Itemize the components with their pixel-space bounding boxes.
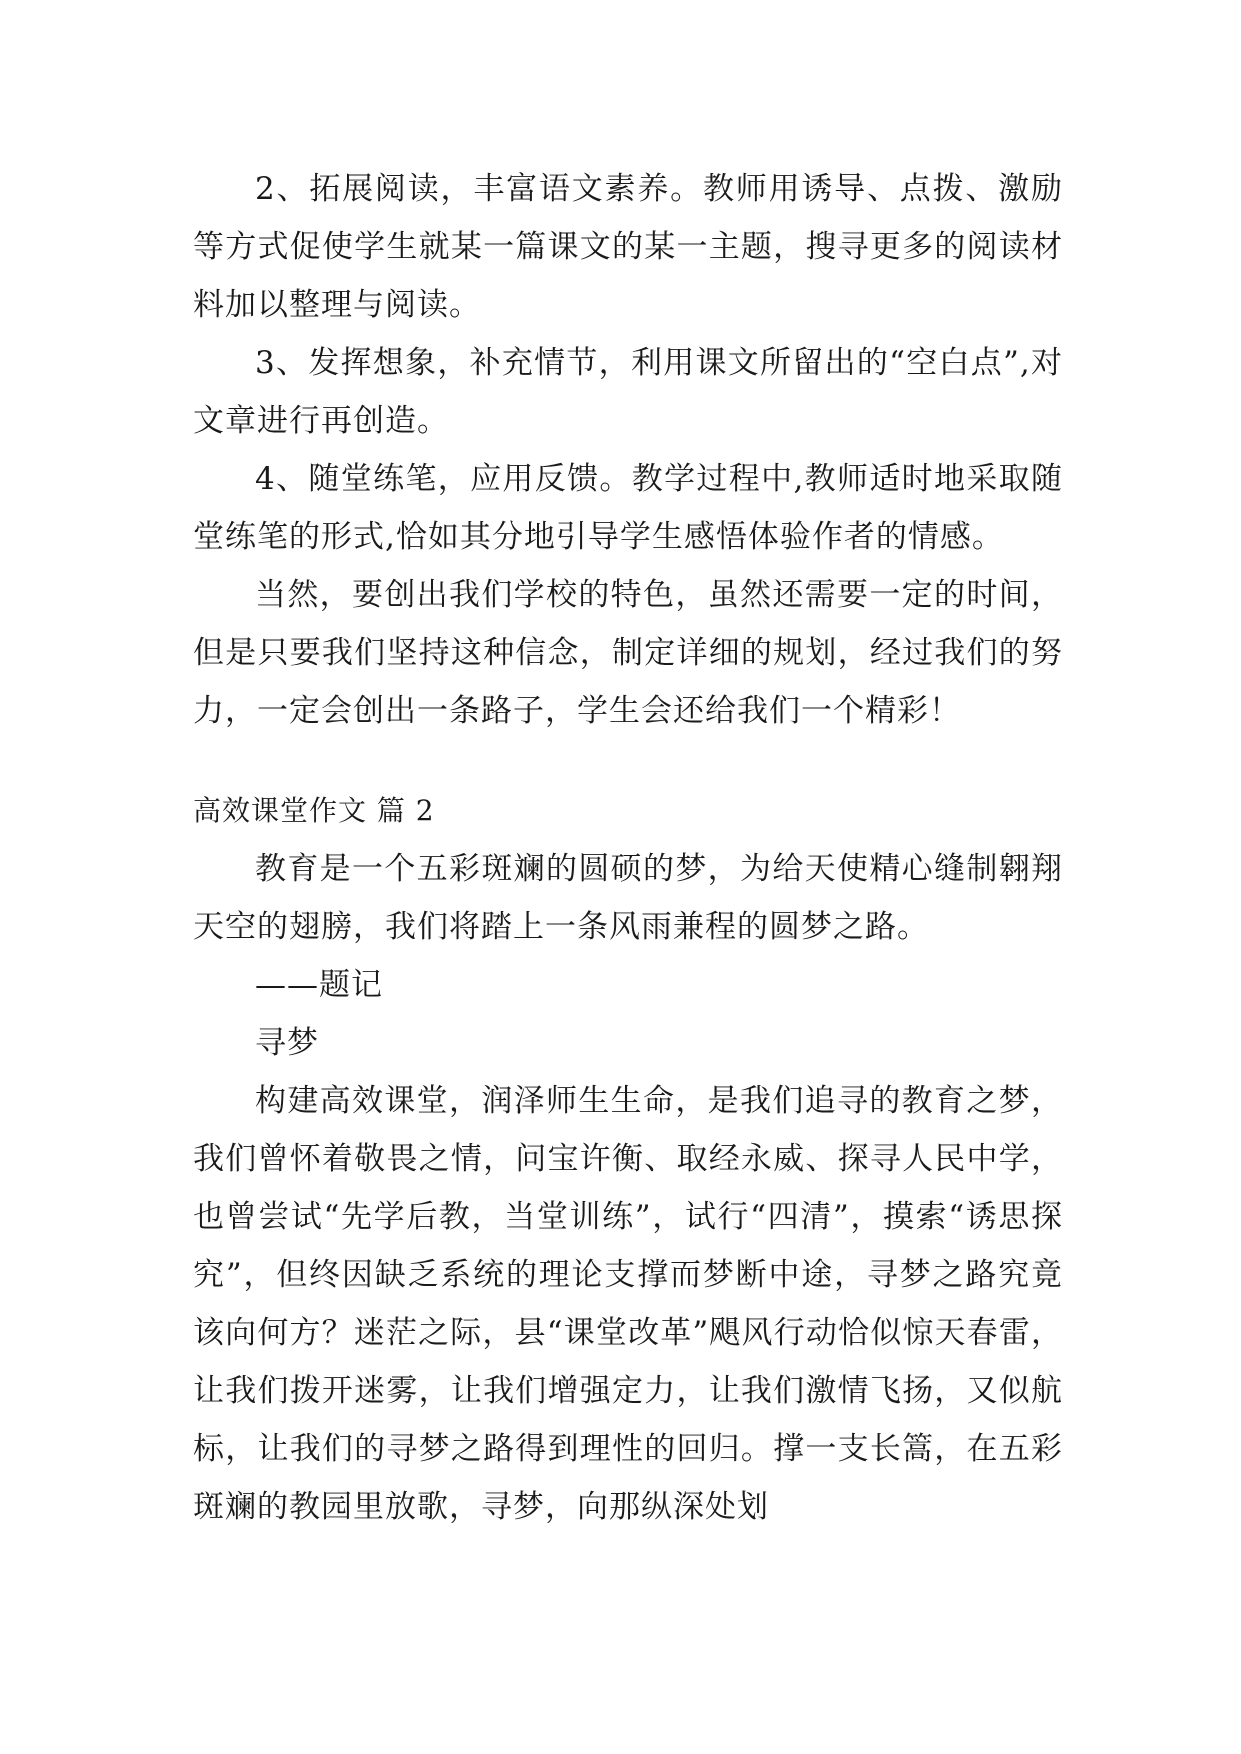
paragraph-item-2: 2、拓展阅读，丰富语文素养。教师用诱导、点拨、激励等方式促使学生就某一篇课文的某一主题，搜寻更多的阅读材料加以整理与阅读。 (193, 171, 1063, 323)
paragraph-item-3: 3、发挥想象，补充情节，利用课文所留出的“空白点”,对文章进行再创造。 (193, 345, 1063, 439)
document-body (193, 160, 1063, 1536)
paragraph-body: 构建高效课堂，润泽师生生命，是我们追寻的教育之梦，我们曾怀着敬畏之情，问宝许衡、取经永威、探寻人民中学，也曾尝试“先学后教，当堂训练”，试行“四清”，摸索“诱思探究”，但终因缺乏系统的理论支撑而梦断中途，寻梦之路究竟该向何方？迷茫之际，县“课堂改革”飓风行动恰似惊天春雷，让我们拨开迷雾，让我们增强定力，让我们激情飞扬，又似航标，让我们的寻梦之路得到理性的回归。撑一支长篙，在五彩斑斓的教园里放歌，寻梦，向那纵深处划 (193, 1083, 1063, 1525)
paragraph-conclusion: 当然，要创出我们学校的特色，虽然还需要一定的时间，但是只要我们坚持这种信念，制定详细的规划，经过我们的努力，一定会创出一条路子，学生会还给我们一个精彩！ (193, 577, 1063, 729)
essay-heading: 高效课堂作文 篇 2 (193, 794, 435, 827)
epigraph-attribution: ——题记 (255, 967, 383, 1003)
paragraph-item-4: 4、随堂练笔，应用反馈。教学过程中,教师适时地采取随堂练笔的形式,恰如其分地引导学生感悟体验作者的情感。 (193, 461, 1063, 555)
paragraph-epigraph: 教育是一个五彩斑斓的圆硕的梦，为给天使精心缝制翱翔天空的翅膀，我们将踏上一条风雨兼程的圆梦之路。 (193, 851, 1063, 945)
subsection-title: 寻梦 (255, 1025, 319, 1061)
